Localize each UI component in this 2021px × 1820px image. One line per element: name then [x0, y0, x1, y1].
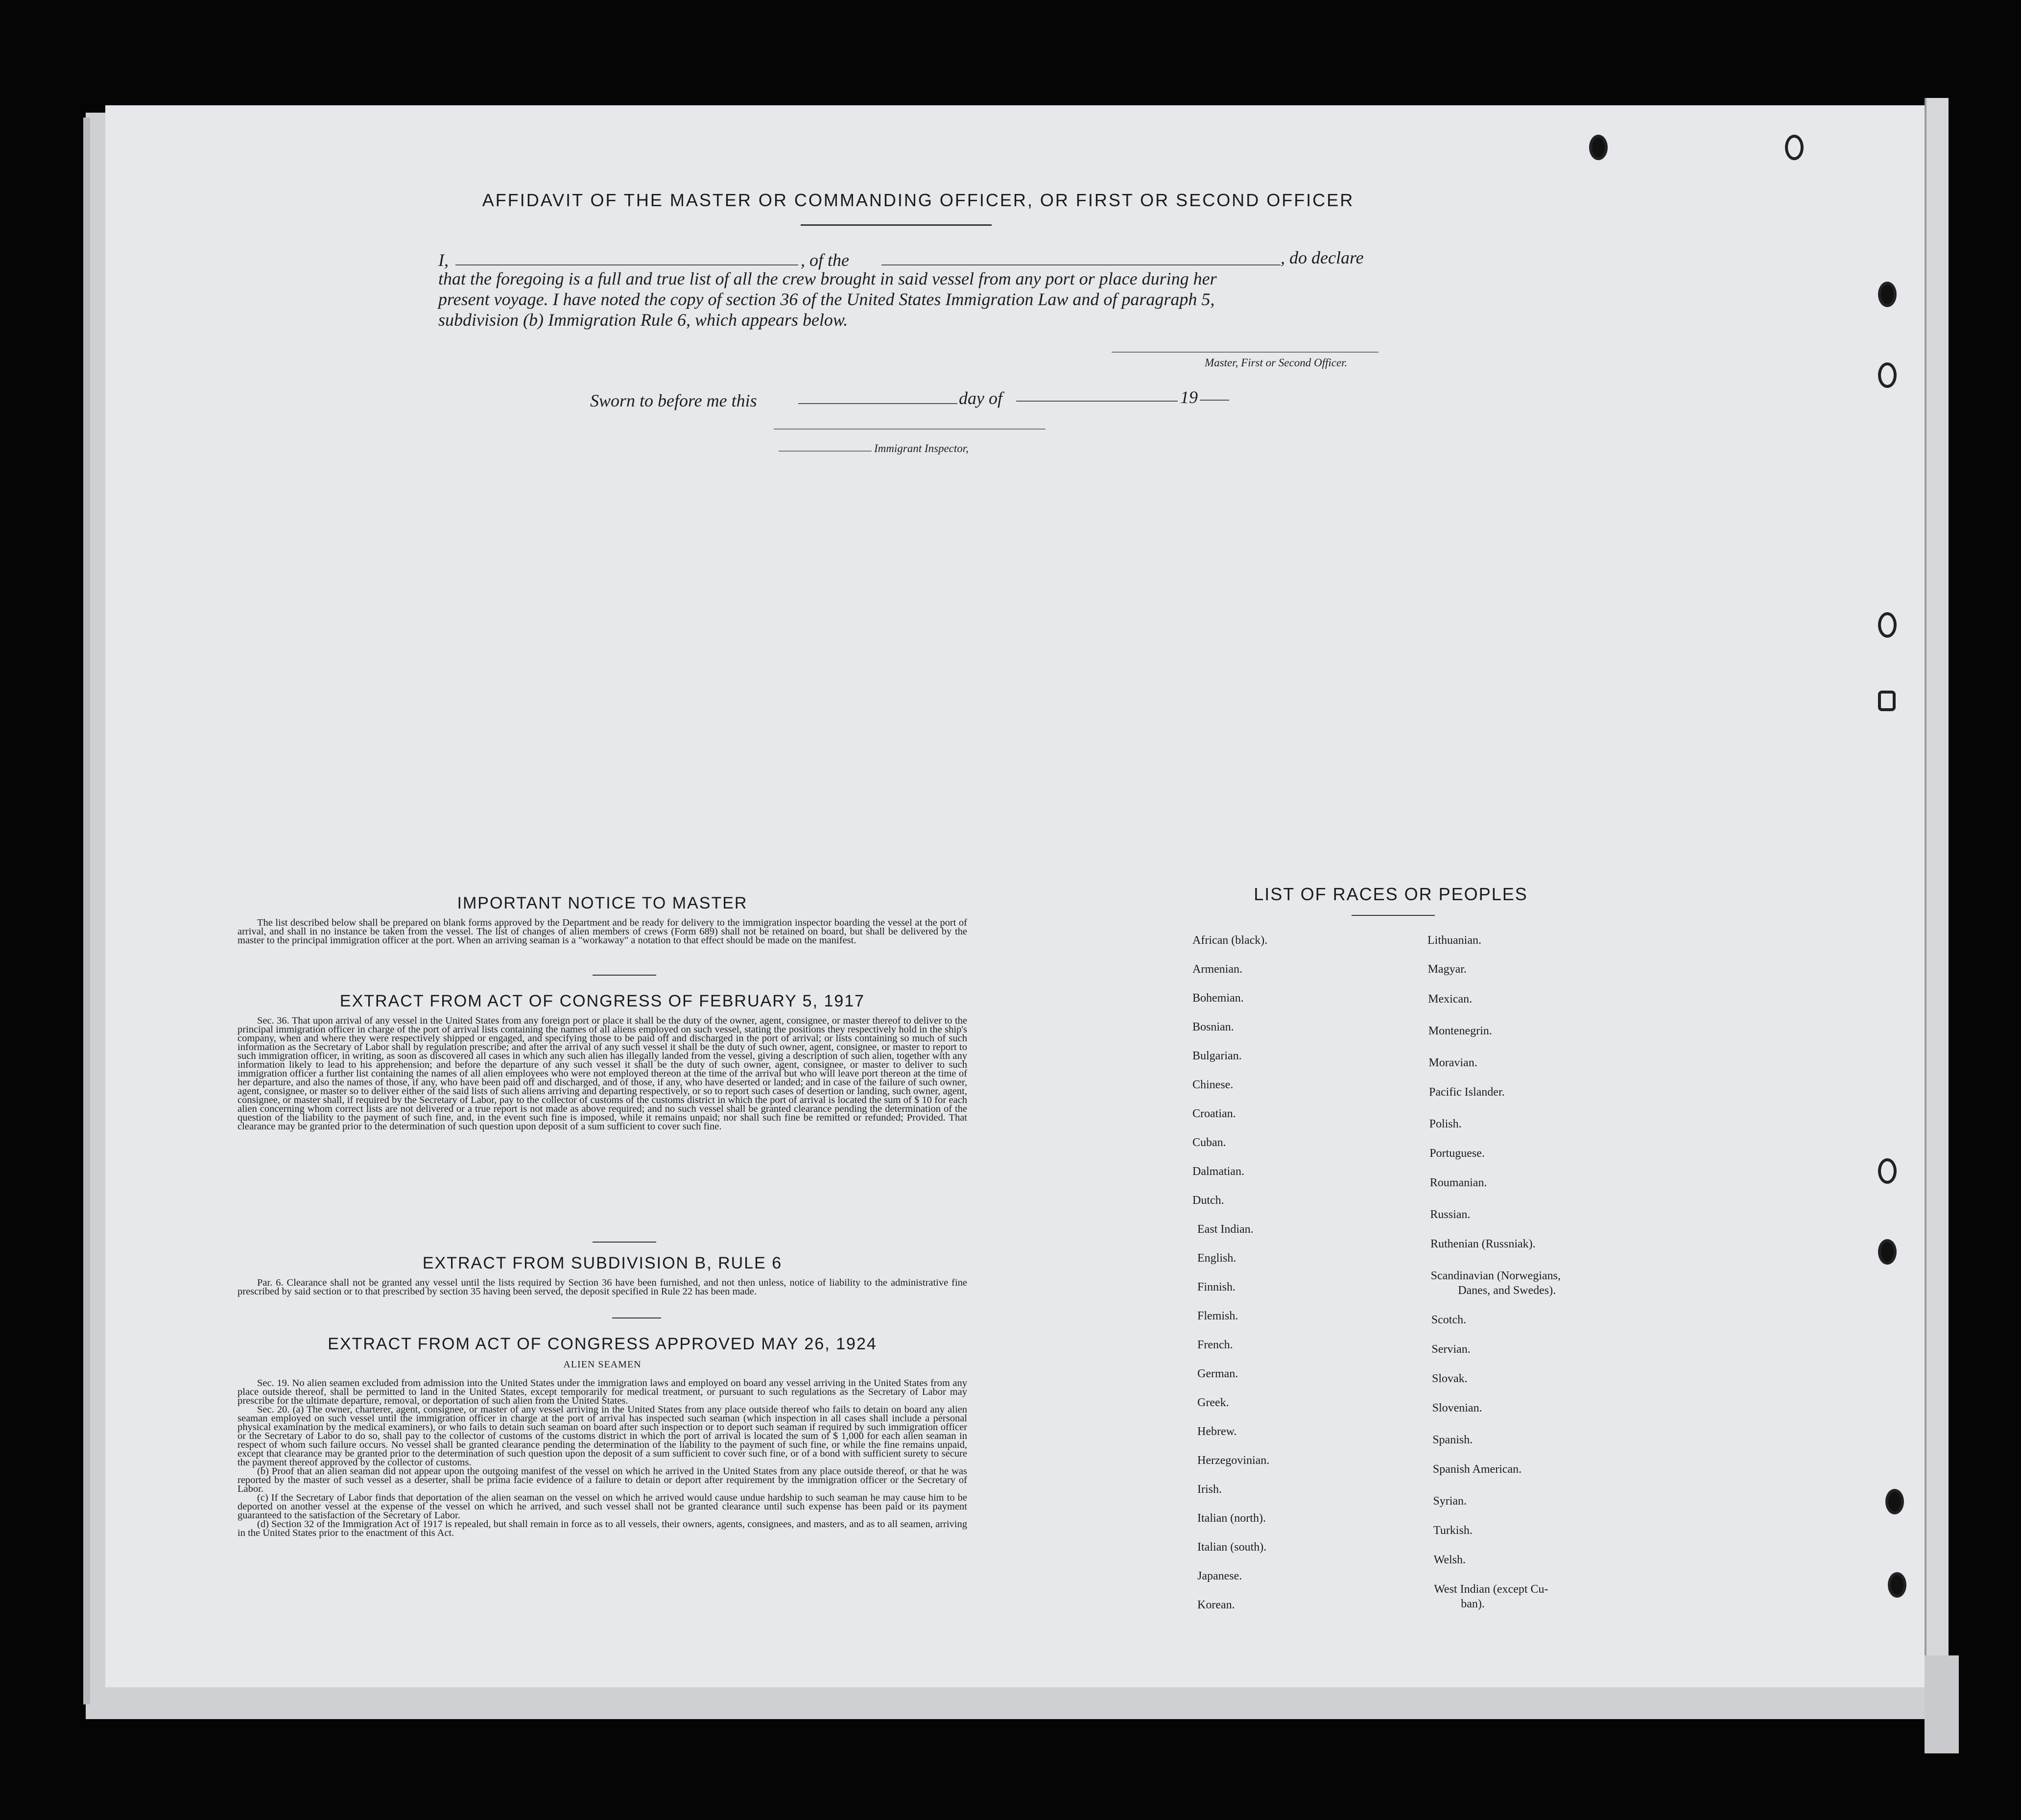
- race-item: Italian (north).: [1197, 1512, 1266, 1525]
- notice-text: The list described below shall be prepared on blank forms approved by the Department and be ready for delivery to the immigration inspector boarding the vessel at the port of arrival, and shall in no instance be taken from the vessel. The list of changes of alien members of crews (Form 689) shall not be retained on board, but shall be delivered by the master to the principal immigration officer at the port. When an arriving seaman is a "workaway" a notation to that effect should be made on the manifest.: [238, 917, 967, 946]
- binder-hole: [1888, 1572, 1906, 1598]
- race-item: Japanese.: [1197, 1570, 1242, 1582]
- races-heading: LIST OF RACES OR PEOPLES: [1254, 884, 1528, 904]
- race-item: French.: [1197, 1339, 1233, 1351]
- vessel-name-field[interactable]: [881, 264, 1281, 265]
- affiant-label: I,: [438, 250, 449, 270]
- race-item: Finnish.: [1197, 1281, 1236, 1293]
- sworn-day-field[interactable]: [798, 403, 957, 404]
- binder-hole: [1878, 1239, 1897, 1265]
- sec-20b-text: (b) Proof that an alien seaman did not appear upon the outgoing manifest of the vessel on which he arrived in the United States from any place outside thereof, or that he was reported by the master of such vessel as a deserter, shall be prima facie evidence of a failure to detain or deport after requirement by the immigration officer or the Secretary of Labor.: [238, 1466, 967, 1494]
- race-item: Spanish.: [1432, 1434, 1473, 1446]
- binder-hole: [1878, 362, 1897, 388]
- race-item: Chinese.: [1192, 1078, 1234, 1091]
- officer-signature-field[interactable]: [1112, 352, 1379, 353]
- race-item: Irish.: [1197, 1483, 1222, 1496]
- heading-rule: [801, 224, 992, 226]
- race-item: Italian (south).: [1197, 1541, 1267, 1554]
- race-item: Dalmatian.: [1192, 1165, 1244, 1178]
- race-item: Slovak.: [1432, 1372, 1468, 1385]
- race-item: Scotch.: [1431, 1314, 1467, 1326]
- race-item: Herzegovinian.: [1197, 1454, 1270, 1467]
- alien-seamen-subheading: ALIEN SEAMEN: [563, 1359, 642, 1370]
- race-item: East Indian.: [1197, 1223, 1254, 1236]
- race-item: Servian.: [1431, 1343, 1471, 1356]
- sworn-label: Sworn to before me this: [590, 391, 757, 410]
- race-item: Spanish American.: [1432, 1463, 1522, 1476]
- race-item: Cuban.: [1192, 1136, 1226, 1149]
- sec-20c-text: (c) If the Secretary of Labor finds that deportation of the alien seaman on the vessel on which he arrived would cause undue hardship to such seaman he may cause him to be deported on another vessel at the expense of the vessel on which he arrived, and such vessel shall not be granted clearance until such expense has been paid or its payment guaranteed to the satisfaction of the Secretary of Labor.: [238, 1492, 967, 1521]
- binder-hole: [1885, 1489, 1904, 1514]
- race-item: Bohemian.: [1192, 992, 1244, 1005]
- affiant-name-field[interactable]: [455, 264, 798, 265]
- heading-rule: [1352, 915, 1435, 916]
- race-item: Montenegrin.: [1428, 1025, 1492, 1037]
- rule-6-body: [238, 1278, 967, 1296]
- race-item: Bulgarian.: [1192, 1050, 1242, 1062]
- section-rule: [612, 1317, 661, 1318]
- page-stack-edge: [1925, 98, 1949, 1714]
- notice-heading: IMPORTANT NOTICE TO MASTER: [457, 894, 748, 912]
- race-item: Armenian.: [1192, 963, 1242, 976]
- race-item: Polish.: [1429, 1118, 1462, 1130]
- race-item: Dutch.: [1192, 1194, 1224, 1207]
- extract-1924-heading: EXTRACT FROM ACT OF CONGRESS APPROVED MAY 26, 1924: [328, 1335, 877, 1353]
- day-of-label: day of: [959, 388, 1002, 408]
- race-item: Portuguese.: [1429, 1147, 1485, 1160]
- affidavit-line-4: subdivision (b) Immigration Rule 6, which appears below.: [438, 310, 848, 330]
- inspector-leader-line: [779, 451, 872, 452]
- race-item: Hebrew.: [1197, 1425, 1237, 1438]
- race-item: German.: [1197, 1367, 1238, 1380]
- officer-signature-caption: Master, First or Second Officer.: [1205, 357, 1348, 369]
- sworn-year-field[interactable]: [1200, 400, 1229, 401]
- par-6-text: Par. 6. Clearance shall not be granted any vessel until the lists required by Section 36 have been furnished, and not then unless, notice of liability to the administrative fine prescribed by said section or to that prescribed by section 35 having been served, the deposit specified in Rule 22 has been made.: [238, 1277, 967, 1297]
- race-item: Flemish.: [1197, 1310, 1238, 1322]
- notice-body: [238, 918, 967, 945]
- race-item: ban).: [1461, 1598, 1485, 1610]
- sec-20a-text: Sec. 20. (a) The owner, charterer, agent, consignee, or master of any vessel arriving in the United States from any place outside thereof who fails to detain on board any alien seaman employed on such vessel until the immigration officer in charge at the port of arrival has inspected such seaman (which inspection in all cases shall include a personal physical examination by the medical examiners), or who fails to detain such seaman on board after such inspection or to deport such seaman if required by such immigration officer or the Secretary of Labor to do so, shall pay to the collector of customs of the customs district in which the port of arrival is located the sum of $ 1,000 for each alien seaman in respect of whom such failure occurs. No vessel shall be granted clearance pending the determination of the liability to the payment of such fine, or while the fine remains unpaid, except that clearance may be granted prior to the determination of such question upon the deposit of a sum sufficient to cover such fine, or of a bond with sufficient surety to secure the payment thereof approved by the collector of customs.: [238, 1404, 967, 1468]
- race-item: Lithuanian.: [1427, 934, 1481, 947]
- section-rule: [593, 1242, 656, 1243]
- affidavit-line-3: present voyage. I have noted the copy of section 36 of the United States Immigration Law and of paragraph 5,: [438, 289, 1215, 309]
- sec-19-text: Sec. 19. No alien seamen excluded from admission into the United States under the immigration laws and employed on board any vessel arriving in the United States from any place outside thereof, shall be permitted to land in the United States, except temporarily for medical treatment, or pursuant to such regulations as the Secretary of Labor may prescribe for the ultimate departure, removal, or deportation of such alien from the United States.: [238, 1378, 967, 1406]
- race-item: Russian.: [1430, 1208, 1471, 1221]
- race-item: Roumanian.: [1429, 1176, 1487, 1189]
- of-the-label: , of the: [801, 250, 849, 270]
- race-item: West Indian (except Cu-: [1434, 1583, 1548, 1596]
- sec-20d-text: (d) Section 32 of the Immigration Act of 1917 is repealed, but shall remain in force as to all vessels, their owners, agents, consignees, and masters, and as to all seamen, arriving in the United States prior to the enactment of this Act.: [238, 1519, 967, 1538]
- race-item: Greek.: [1197, 1396, 1229, 1409]
- year-prefix-label: 19: [1180, 387, 1198, 407]
- affidavit-line-2: that the foregoing is a full and true list of all the crew brought in said vessel from any port or place during her: [438, 269, 1217, 288]
- race-item: Pacific Islander.: [1429, 1086, 1505, 1099]
- binder-hole: [1589, 135, 1608, 160]
- race-item: Moravian.: [1428, 1056, 1477, 1069]
- section-36-text: Sec. 36. That upon arrival of any vessel in the United States from any foreign port or place it shall be the duty of the owner, agent, consignee, or master thereof to deliver to the principal immigration officer in charge of the port of arrival lists containing the names of all aliens employed on such vessel, stating the positions they respectively hold in the ship's company, when and where they were respectively shipped or engaged, and specifying those to be paid off and discharged in the port of arrival; or lists containing so much of such information as the Secretary of Labor shall by regulation prescribe; and after the arrival of any such vessel it shall be the duty of such owner, agent, consignee, or master to report to such immigration officer, in writing, as soon as discovered all cases in which any such alien has illegally landed from the vessel, giving a description of such alien, together with any information likely to lead to his apprehension; and before the departure of any such vessel it shall be the duty of such owner, agent, consignee, or master to deliver to such immigration officer a further list containing the names of all alien employees who were not employed thereon at the time of the arrival but who will leave port thereon at the time of her departure, and also the names of those, if any, who have been paid off and discharged, and of those, if any, who have deserted or landed; and in case of the failure of such owner, agent, consignee, or master so to deliver either of the said lists of such aliens arriving and departing respectively, or so to report such cases of desertion or landing, such owner, agent, consignee, or master shall, if required by the Secretary of Labor, pay to the collector of customs of the customs district in which the port of arrival is located the sum of $ 10 for each alien concerning whom correct lists are not delivered or a true report is not made as above required; and no such vessel shall be granted clearance pending the determination of the question of the liability to the payment of such fine, and, in the event such fine is imposed, while it remains unpaid; nor shall such fine be remitted or refunded; Provided. That clearance may be granted prior to the determination of such question upon deposit of a sum sufficient to cover such fine.: [238, 1015, 967, 1132]
- race-item: Croatian.: [1192, 1107, 1236, 1120]
- left-page-edge: [83, 118, 90, 1704]
- race-item: Scandinavian (Norwegians,: [1430, 1269, 1561, 1282]
- binder-hole: [1878, 282, 1897, 307]
- race-item: Welsh.: [1433, 1554, 1466, 1566]
- sworn-month-field[interactable]: [1016, 401, 1178, 402]
- race-item: Bosnian.: [1192, 1021, 1234, 1033]
- extract-1917-heading: EXTRACT FROM ACT OF CONGRESS OF FEBRUARY 5, 1917: [339, 992, 865, 1010]
- binder-hole: [1785, 135, 1804, 160]
- binder-hole: [1878, 612, 1897, 638]
- race-item: Slovenian.: [1432, 1402, 1482, 1414]
- race-item: Turkish.: [1433, 1524, 1473, 1537]
- race-item: Syrian.: [1433, 1495, 1467, 1508]
- do-declare-label: , do declare: [1281, 248, 1364, 267]
- inspector-signature-field[interactable]: [774, 429, 1046, 430]
- race-item: English.: [1197, 1252, 1236, 1265]
- binder-hole: [1878, 691, 1896, 711]
- extract-1924-body: [238, 1379, 967, 1537]
- page-curl: [1925, 1655, 1959, 1753]
- rule-6-heading: EXTRACT FROM SUBDIVISION B, RULE 6: [422, 1254, 783, 1272]
- race-item: Ruthenian (Russniak).: [1430, 1238, 1536, 1250]
- race-item: African (black).: [1192, 934, 1268, 947]
- race-item: Magyar.: [1427, 963, 1467, 976]
- binder-hole: [1878, 1158, 1897, 1184]
- race-item: Danes, and Swedes).: [1458, 1284, 1556, 1297]
- extract-1917-body: [238, 1016, 967, 1131]
- inspector-caption: Immigrant Inspector,: [874, 442, 969, 455]
- section-rule: [593, 975, 656, 976]
- race-item: Mexican.: [1428, 993, 1473, 1006]
- affidavit-heading: AFFIDAVIT OF THE MASTER OR COMMANDING OFFICER, OR FIRST OR SECOND OFFICER: [482, 190, 1355, 210]
- race-item: Korean.: [1197, 1599, 1235, 1611]
